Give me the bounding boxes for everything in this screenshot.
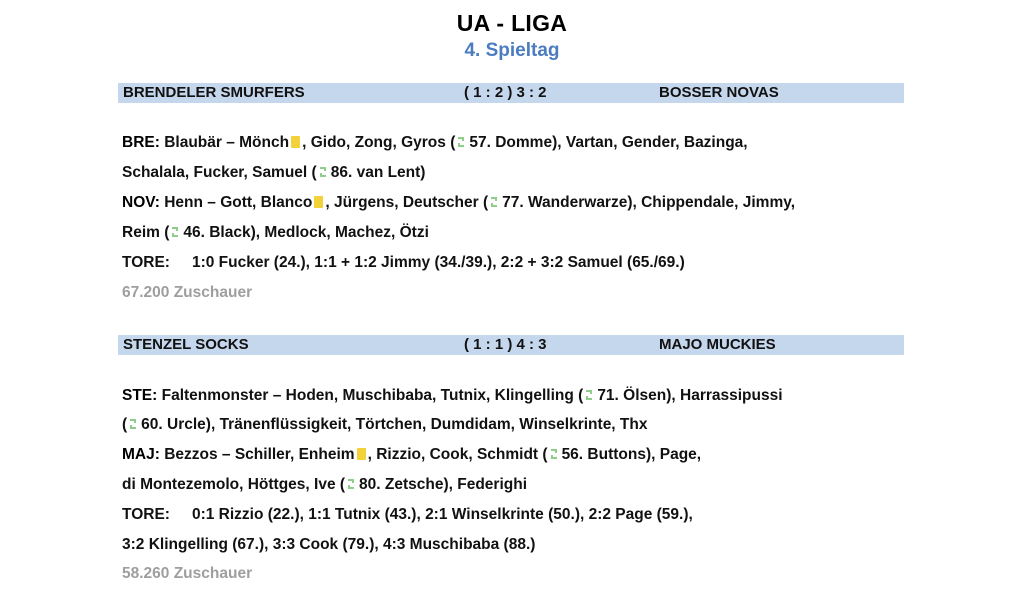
attendance: 58.260 Zuschauer — [122, 565, 253, 582]
team-code: MAJ: — [122, 446, 160, 463]
substitution-icon — [319, 166, 328, 178]
lineup-text: , Rizzio, Cook, Schmidt ( — [367, 446, 548, 463]
page-title: UA - LIGA — [456, 10, 568, 36]
lineup-text: 46. Black), Medlock, Machez, Ötzi — [183, 224, 429, 241]
goals-line — [122, 504, 693, 526]
goals-label: TORE: — [122, 254, 170, 271]
away-team-name: MAJO MUCKIES — [659, 336, 776, 353]
away-lineup-line — [122, 474, 527, 496]
substitution-icon — [490, 196, 499, 208]
match-header-bar — [118, 335, 904, 355]
home-team-name: BRENDELER SMURFERS — [123, 84, 305, 101]
goals-label: TORE: — [122, 506, 170, 523]
away-team-name: BOSSER NOVAS — [659, 84, 779, 101]
lineup-text: Henn – Gott, Blanco — [164, 194, 313, 211]
substitution-icon — [585, 389, 594, 401]
goals-text: 0:1 Rizzio (22.), 1:1 Tutnix (43.), 2:1 Winselkrinte (50.), 2:2 Page (59.), — [191, 506, 693, 523]
lineup-text: 60. Urcle), Tränenflüssigkeit, Törtchen, Dumdidam, Winselkrinte, Thx — [141, 416, 648, 433]
lineup-text: Blaubär – Mönch — [164, 134, 290, 151]
goals-line — [122, 534, 535, 556]
substitution-icon — [129, 418, 138, 430]
lineup-text: 86. van Lent) — [330, 164, 426, 181]
lineup-text: 71. Ölsen), Harrassipussi — [597, 387, 783, 404]
attendance: 67.200 Zuschauer — [122, 284, 253, 301]
lineup-text: Faltenmonster – Hoden, Muschibaba, Tutnix, Klingelling ( — [161, 387, 584, 404]
lineup-text: ( — [122, 416, 128, 433]
home-lineup-line — [122, 385, 783, 407]
lineup-text: Reim ( — [122, 224, 170, 241]
match-score: ( 1 : 1 ) 4 : 3 — [464, 336, 547, 353]
yellow-card-icon — [314, 196, 323, 208]
yellow-card-icon — [357, 448, 366, 460]
lineup-text: 77. Wanderwarze), Chippendale, Jimmy, — [502, 194, 795, 211]
team-code: NOV: — [122, 194, 160, 211]
goals-text: 3:2 Klingelling (67.), 3:3 Cook (79.), 4:3 Muschibaba (88.) — [122, 536, 536, 553]
matchday-subtitle: 4. Spieltag — [464, 40, 560, 61]
goals-line — [122, 252, 685, 274]
lineup-text: di Montezemolo, Höttges, Ive ( — [122, 476, 346, 493]
substitution-icon — [550, 448, 559, 460]
lineup-text: Schalala, Fucker, Samuel ( — [122, 164, 317, 181]
lineup-text: , Gido, Zong, Gyros ( — [302, 134, 456, 151]
substitution-icon — [457, 136, 466, 148]
yellow-card-icon — [291, 136, 300, 148]
home-lineup-line — [122, 132, 748, 154]
match-score: ( 1 : 2 ) 3 : 2 — [464, 84, 547, 101]
match-header-bar — [118, 83, 904, 103]
away-lineup-line — [122, 444, 701, 466]
team-code: BRE: — [122, 134, 160, 151]
lineup-text: , Jürgens, Deutscher ( — [325, 194, 489, 211]
home-team-name: STENZEL SOCKS — [123, 336, 249, 353]
lineup-text: 57. Domme), Vartan, Gender, Bazinga, — [469, 134, 748, 151]
home-lineup-line — [122, 162, 425, 184]
team-code: STE: — [122, 387, 158, 404]
lineup-text: 56. Buttons), Page, — [561, 446, 702, 463]
lineup-text: 80. Zetsche), Federighi — [359, 476, 528, 493]
home-lineup-line — [122, 414, 647, 436]
away-lineup-line — [122, 192, 795, 214]
substitution-icon — [171, 226, 180, 238]
goals-text: 1:0 Fucker (24.), 1:1 + 1:2 Jimmy (34./39.), 2:2 + 3:2 Samuel (65./69.) — [191, 254, 685, 271]
substitution-icon — [347, 478, 356, 490]
away-lineup-line — [122, 222, 429, 244]
lineup-text: Bezzos – Schiller, Enheim — [164, 446, 355, 463]
